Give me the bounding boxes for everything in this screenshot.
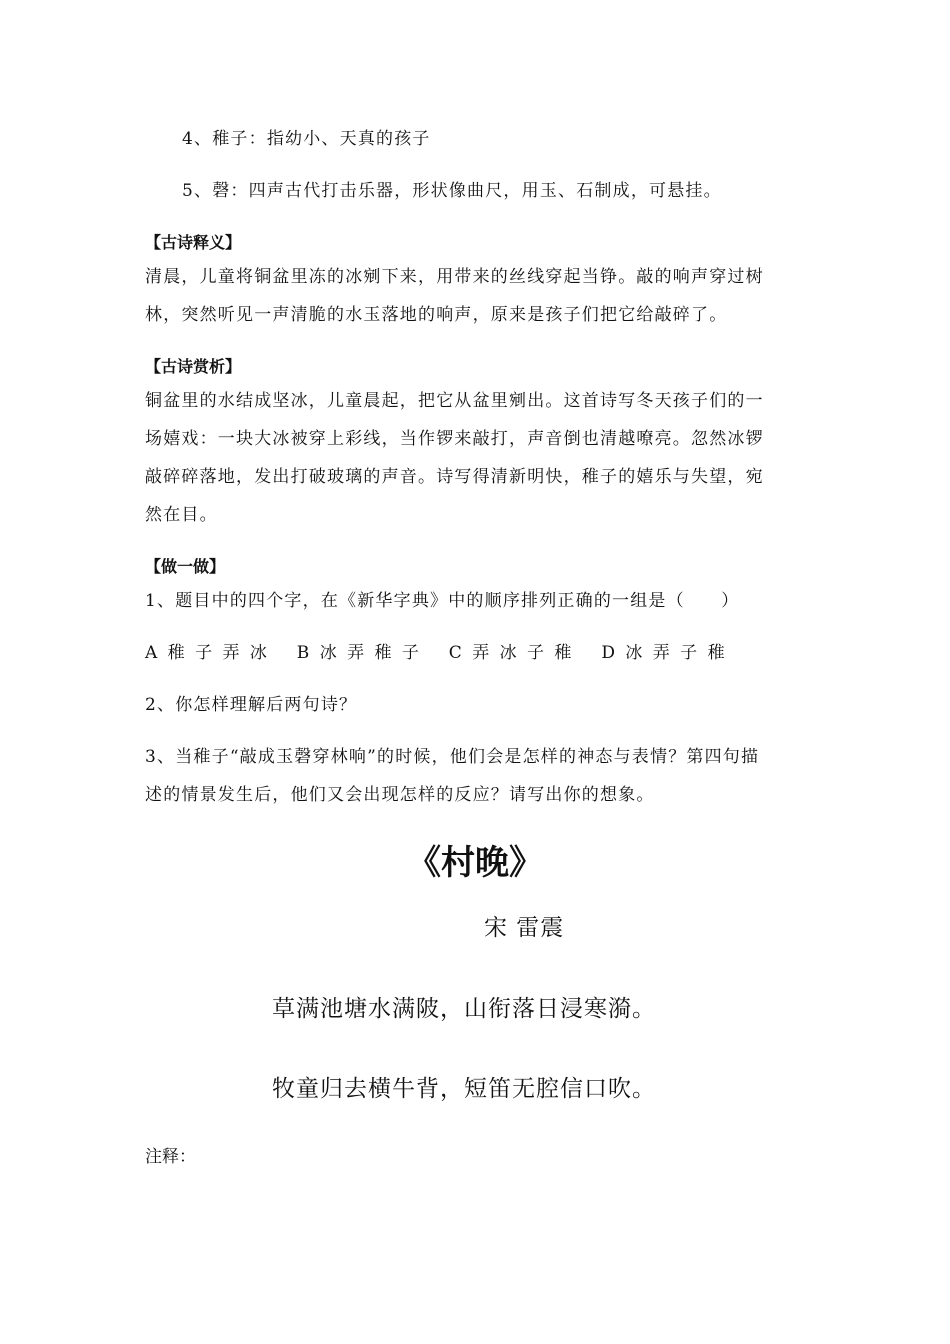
poem-verse: 草满池塘水满陂，山衔落日浸寒漪。 xyxy=(272,996,656,1022)
interpretation-line: 林，突然听见一声清脆的水玉落地的响声，原来是孩子们把它给敲碎了。 xyxy=(145,305,728,325)
exercise-question-1: 1、题目中的四个字，在《新华字典》中的顺序排列正确的一组是（ ） xyxy=(145,591,740,611)
poem-author: 宋 雷震 xyxy=(484,915,565,941)
exercise-question-3-line: 3、当稚子“敲成玉磬穿林响”的时候，他们会是怎样的神态与表情？第四句描 xyxy=(145,747,760,767)
poem-title: 《村晚》 xyxy=(407,843,543,883)
interpretation-line: 清晨，儿童将铜盆里冻的冰剜下来，用带来的丝线穿起当铮。敲的响声穿过树 xyxy=(145,267,764,287)
annotation-label: 注释： xyxy=(145,1147,196,1167)
appreciation-line: 场嬉戏：一块大冰被穿上彩线，当作锣来敲打，声音倒也清越嘹亮。忽然冰锣 xyxy=(145,429,764,449)
appreciation-line: 敲碎碎落地，发出打破玻璃的声音。诗写得清新明快，稚子的嬉乐与失望，宛 xyxy=(145,467,764,487)
appreciation-heading: 【古诗赏析】 xyxy=(145,357,242,376)
exercise-question-2: 2、你怎样理解后两句诗？ xyxy=(145,695,358,715)
appreciation-line: 铜盆里的水结成坚冰，儿童晨起，把它从盆里剜出。这首诗写冬天孩子们的一 xyxy=(145,391,764,411)
interpretation-heading: 【古诗释义】 xyxy=(145,233,242,252)
exercise-heading: 【做一做】 xyxy=(145,557,226,576)
exercise-question-3-line: 述的情景发生后，他们又会出现怎样的反应？请写出你的想象。 xyxy=(145,785,655,805)
poem-verse: 牧童归去横牛背，短笛无腔信口吹。 xyxy=(272,1076,656,1102)
appreciation-line: 然在目。 xyxy=(145,505,218,525)
exercise-options: A 稚 子 弄 冰 B 冰 弄 稚 子 C 弄 冰 子 稚 D 冰 弄 子 稚 xyxy=(145,643,728,663)
note-item-4: 4、稚子：指幼小、天真的孩子 xyxy=(182,129,431,149)
note-item-5: 5、磬：四声古代打击乐器，形状像曲尺，用玉、石制成，可悬挂。 xyxy=(182,181,722,201)
